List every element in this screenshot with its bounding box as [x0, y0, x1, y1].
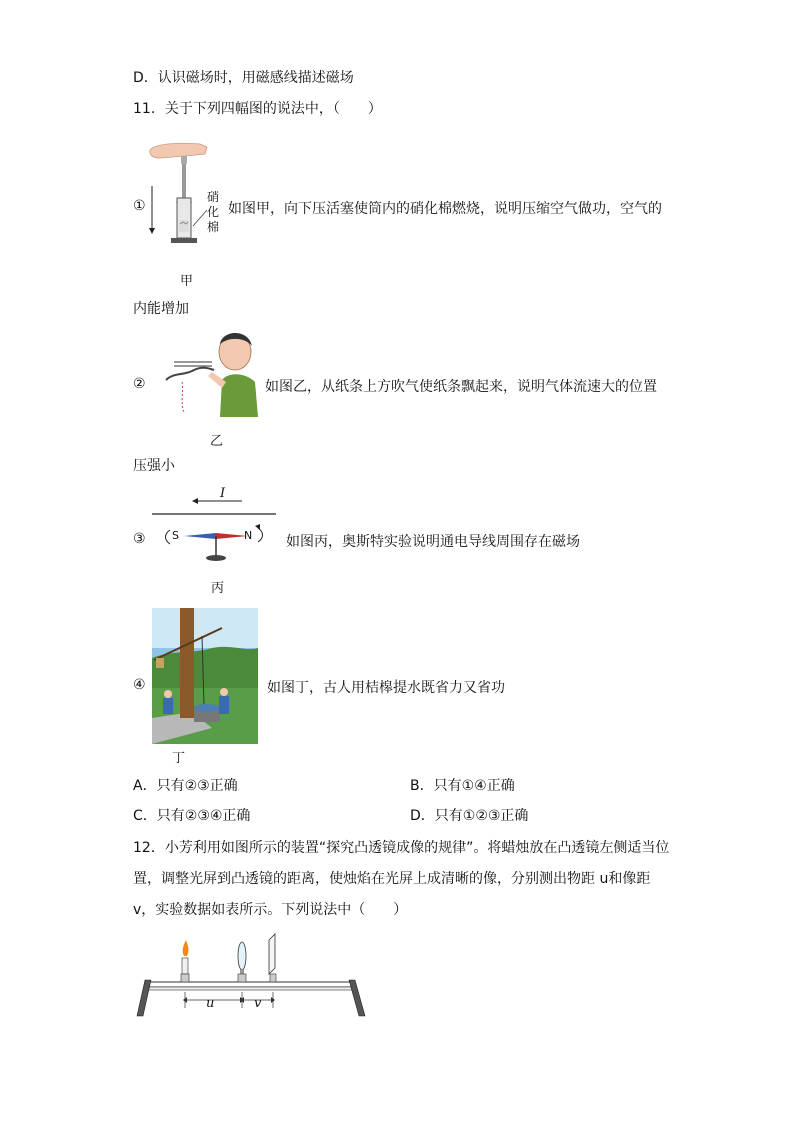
q11-item2-cont: 压强小: [133, 458, 175, 474]
q11-item2-mark: ②: [133, 376, 146, 392]
prev-option-d: D．认识磁场时，用磁感线描述磁场: [133, 70, 354, 86]
q11-stem: 11．关于下列四幅图的说法中，（ ）: [133, 101, 382, 117]
q11-item3-text: 如图丙，奥斯特实验说明通电导线周围存在磁场: [286, 534, 580, 550]
q11-item4-text: 如图丁，古人用桔槔提水既省力又省功: [267, 680, 505, 696]
q11-option-c[interactable]: C．只有②③④正确: [133, 808, 251, 824]
q11-item1-label: 硝化棉: [207, 190, 220, 234]
q12-stem-line3: v，实验数据如表所示。下列说法中（ ）: [133, 902, 408, 918]
q11-item2-text: 如图乙，从纸条上方吹气使纸条飘起来，说明气体流速大的位置: [265, 379, 657, 395]
figure-yi-blowing-paper: [150, 322, 260, 422]
q12-stem-line1: 12．小芳利用如图所示的装置“探究凸透镜成像的规律”。将蜡烛放在凸透镜左侧适当位: [133, 840, 670, 856]
q11-item3-current: I: [220, 486, 226, 501]
q12-u-label: u: [206, 996, 215, 1011]
q11-item1-caption: 甲: [180, 274, 194, 289]
figure-ding-shadoof: [152, 608, 258, 744]
q11-item2-caption: 乙: [210, 434, 224, 449]
q11-option-a[interactable]: A．只有②③正确: [133, 778, 238, 794]
q12-stem-line2: 置，调整光屏到凸透镜的距离，使烛焰在光屏上成清晰的像，分别测出物距 u和像距: [133, 871, 651, 887]
q12-v-label: v: [254, 996, 262, 1011]
q11-item3-s-pole: S: [172, 529, 179, 542]
q11-item1-cont: 内能增加: [133, 301, 189, 317]
q11-item3-mark: ③: [133, 531, 146, 547]
q11-item1-text: 如图甲，向下压活塞使筒内的硝化棉燃烧，说明压缩空气做功，空气的: [228, 201, 662, 217]
q11-item3-n-pole: N: [244, 529, 253, 542]
q11-option-b[interactable]: B．只有①④正确: [410, 778, 515, 794]
q11-item4-caption: 丁: [172, 751, 186, 766]
q11-item3-caption: 丙: [211, 581, 225, 596]
q11-option-d[interactable]: D．只有①②③正确: [410, 808, 529, 824]
q11-item1-mark: ①: [133, 198, 146, 214]
figure-optical-bench: [133, 930, 373, 1020]
figure-bing-oersted: [150, 484, 280, 574]
q11-item4-mark: ④: [133, 677, 146, 693]
